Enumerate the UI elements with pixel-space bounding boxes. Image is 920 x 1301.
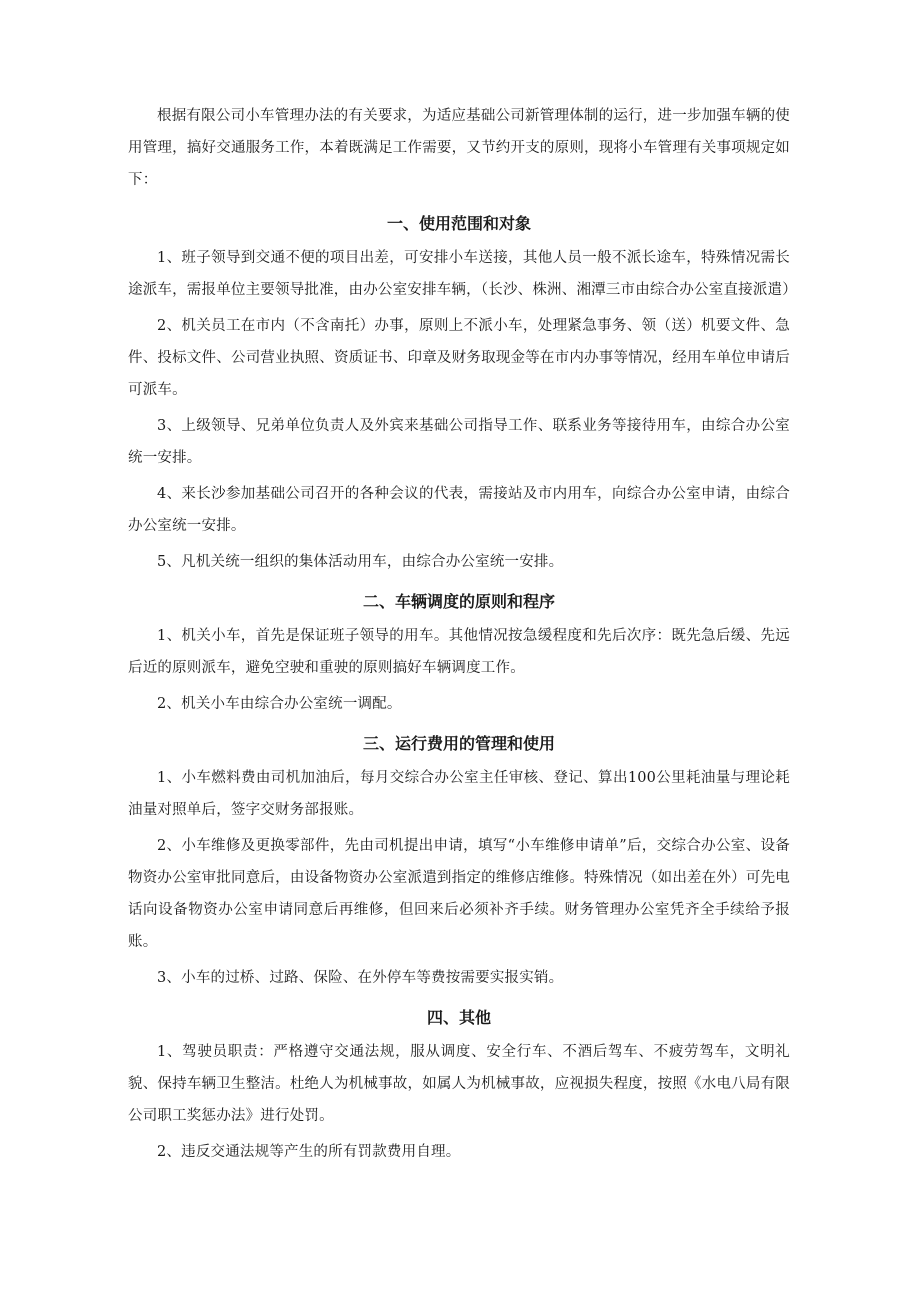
section-title: 一、使用范围和对象 xyxy=(386,214,531,233)
section-item: 4、来长沙参加基础公司召开的各种会议的代表，需接站及市内用车，向综合办公室申请，由综合办公室统一安排。 xyxy=(128,486,790,534)
section-title: 三、运行费用的管理和使用 xyxy=(362,734,555,753)
section-item: 1、驾驶员职责：严格遵守交通法规，服从调度、安全行车、不酒后驾车、不疲劳驾车，文明礼貌、保持车辆卫生整洁。杜绝人为机械事故，如属人为机械事故，应视损失程度，按照《水电八局有限公司职工奖惩办法》进行处罚。 xyxy=(128,1044,790,1124)
section-item: 1、班子领导到交通不便的项目出差，可安排小车送接，其他人员一般不派长途车，特殊情况需长途派车，需报单位主要领导批准，由办公室安排车辆，（长沙、株洲、湘潭三市由综合办公室直接派遣） xyxy=(128,250,797,298)
section-item: 2、机关员工在市内（不含南托）办事，原则上不派小车，处理紧急事务、领（送）机要文件、急件、投标文件、公司营业执照、资质证书、印章及财务取现金等在市内办事等情况，经用车单位申请后可派车。 xyxy=(128,318,790,398)
section-other xyxy=(128,1006,790,1168)
document-page xyxy=(128,100,797,1172)
section-dispatch xyxy=(128,590,790,720)
section-item: 3、小车的过桥、过路、保险、在外停车等费按需要实报实销。 xyxy=(157,970,564,986)
section-item: 1、小车燃料费由司机加油后，每月交综合办公室主任审核、登记、算出100公里耗油量与理论耗油量对照单后，签字交财务部报账。 xyxy=(128,770,790,818)
section-item: 3、上级领导、兄弟单位负责人及外宾来基础公司指导工作、联系业务等接待用车，由综合办公室统一安排。 xyxy=(128,418,790,466)
section-item: 2、机关小车由综合办公室统一调配。 xyxy=(157,696,402,712)
section-item: 5、凡机关统一组织的集体活动用车，由综合办公室统一安排。 xyxy=(157,554,564,570)
section-item: 2、小车维修及更换零部件，先由司机提出申请，填写“小车维修申请单”后，交综合办公室、设备物资办公室审批同意后，由设备物资办公室派遣到指定的维修店维修。特殊情况（如出差在外）可先电话向设备物资办公室申请同意后再维修，但回来后必须补齐手续。财务管理办公室凭齐全手续给予报账。 xyxy=(128,838,790,950)
section-title: 四、其他 xyxy=(426,1008,491,1027)
section-item: 2、违反交通法规等产生的所有罚款费用自理。 xyxy=(157,1144,461,1160)
section-scope xyxy=(128,212,797,578)
intro-paragraph: 根据有限公司小车管理办法的有关要求，为适应基础公司新管理体制的运行，进一步加强车辆的使用管理，搞好交通服务工作，本着既满足工作需要，又节约开支的原则，现将小车管理有关事项规定如下： xyxy=(128,108,790,188)
section-title: 二、车辆调度的原则和程序 xyxy=(362,592,555,611)
section-item: 1、机关小车，首先是保证班子领导的用车。其他情况按急缓程度和先后次序：既先急后缓、先远后近的原则派车，避免空驶和重驶的原则搞好车辆调度工作。 xyxy=(128,628,790,676)
section-costs xyxy=(128,732,790,994)
